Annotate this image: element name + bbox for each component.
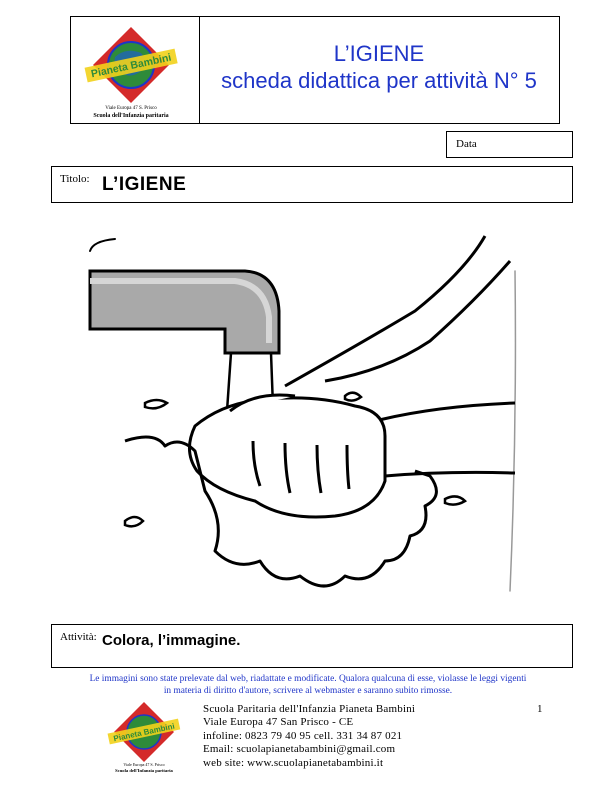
handwashing-illustration	[85, 231, 520, 603]
header-subtitle: scheda didattica per attività N° 5	[221, 68, 537, 93]
title-field	[51, 166, 573, 203]
header-table	[70, 16, 560, 124]
svg-text:Pianeta Bambini: Pianeta Bambini	[90, 51, 173, 81]
date-label: Data	[456, 138, 477, 150]
activity-value: Colora, l’immagine.	[102, 632, 241, 649]
disclaimer-line-2: in materia di diritto d'autore, scrivere al webmaster e saranno subito rimosse.	[163, 686, 453, 696]
footer-address: Viale Europa 47 San Prisco - CE	[203, 716, 354, 729]
date-field[interactable]	[446, 131, 573, 158]
header-title-cell	[199, 17, 559, 123]
footer-logo	[100, 698, 192, 774]
svg-text:Viale Europa 47 S. Prisco: Viale Europa 47 S. Prisco	[123, 762, 165, 767]
svg-text:Viale Europa 47 S. Prisco: Viale Europa 47 S. Prisco	[105, 106, 157, 111]
faucet-icon	[90, 271, 279, 353]
title-value: L’IGIENE	[102, 174, 187, 195]
svg-text:Scuola dell'Infanzia paritaria: Scuola dell'Infanzia paritaria	[93, 113, 169, 119]
disclaimer-line-1: Le immagini sono state prelevate dal web, riadattate e modificate. Qualora qualcuna di esse, violasse le leggi vigenti	[89, 674, 527, 684]
footer-email[interactable]: Email: scuolapianetabambini@gmail.com	[203, 743, 396, 756]
header-logo-cell	[71, 17, 200, 123]
copyright-disclaimer	[30, 673, 586, 697]
footer-phone: infoline: 0823 79 40 95 cell. 331 34 87 021	[203, 729, 403, 742]
school-logo	[71, 17, 199, 123]
title-label: Titolo:	[60, 173, 90, 185]
activity-label: Attività:	[60, 631, 97, 643]
footer-school-name: Scuola Paritaria dell'Infanzia Pianeta Bambini	[203, 703, 416, 715]
page-number: 1	[537, 703, 543, 715]
footer-contact	[203, 703, 415, 770]
svg-text:Scuola dell'Infanzia paritaria: Scuola dell'Infanzia paritaria	[115, 768, 173, 773]
activity-field	[51, 624, 573, 668]
footer-website[interactable]: web site: www.scuolapianetabambini.it	[203, 756, 384, 769]
svg-text:Pianeta Bambini: Pianeta Bambini	[112, 721, 176, 744]
header-title: L’IGIENE	[333, 41, 425, 66]
